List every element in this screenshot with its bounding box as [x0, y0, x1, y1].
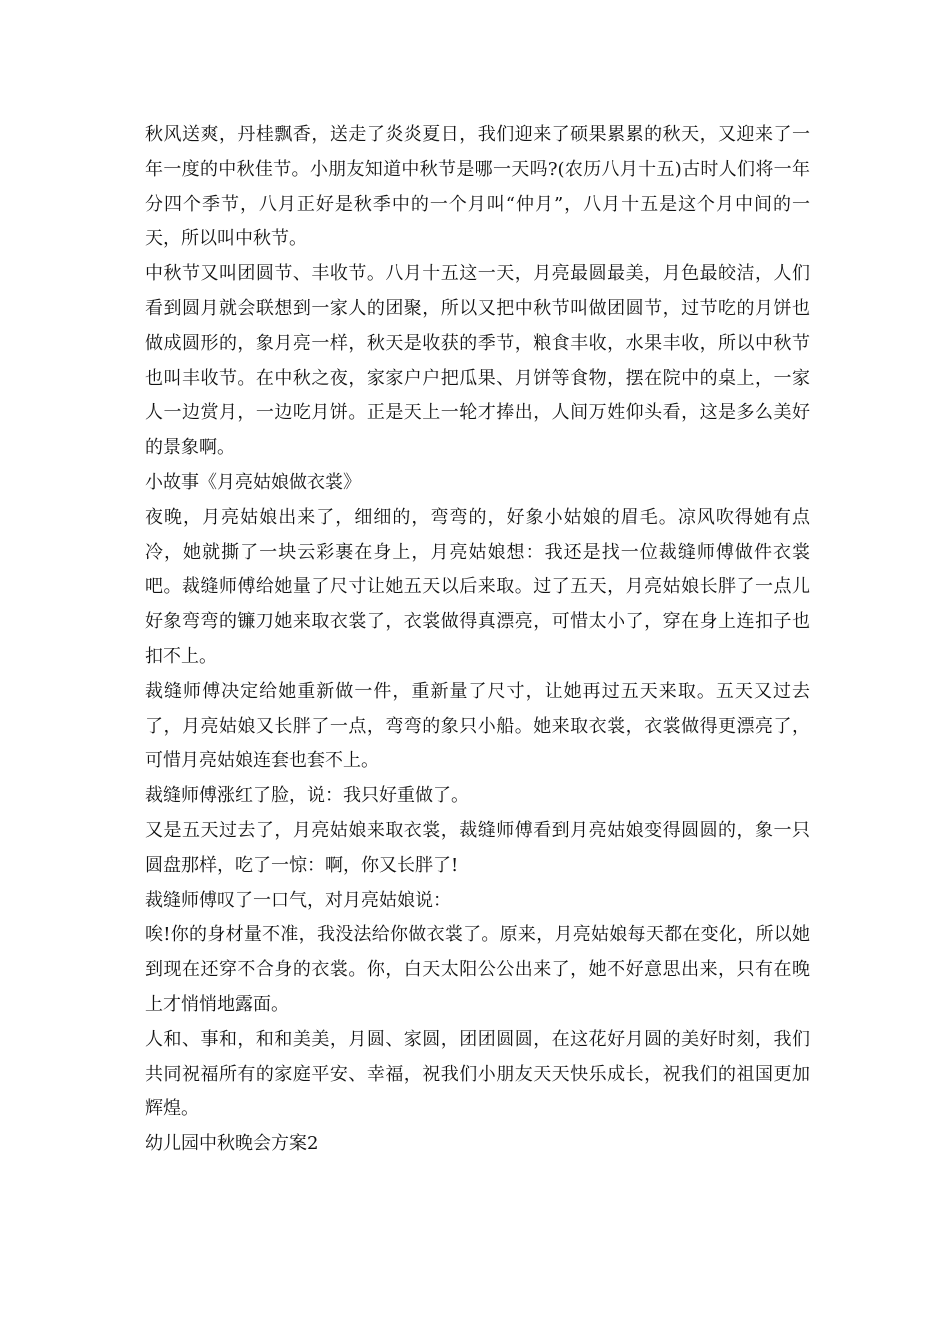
paragraph-blessing: 人和、事和，和和美美，月圆、家圆，团团圆圆，在这花好月圆的美好时刻，我们共同祝福所有的家庭平安、幸福，祝我们小朋友天天快乐成长，祝我们的祖国更加辉煌。 — [145, 1028, 810, 1120]
paragraph-story-6: 唉!你的身材量不准，我没法给你做衣裳了。原来，月亮姑娘每天都在变化，所以她到现在还穿不合身的衣裳。你，白天太阳公公出来了，她不好意思出来，只有在晚上才悄悄地露面。 — [145, 924, 810, 1015]
paragraph-story-5: 裁缝师傅叹了一口气，对月亮姑娘说： — [145, 889, 451, 911]
paragraph-intro: 秋风送爽，丹桂飘香，送走了炎炎夏日，我们迎来了硕果累累的秋天，又迎来了一年一度的中秋佳节。小朋友知道中秋节是哪一天吗?(农历八月十五)古时人们将一年分四个季节，八月正好是秋季中的一个月叫“仲月”，八月十五是这个月中间的一天，所以叫中秋节。 — [145, 124, 810, 250]
section-heading: 幼儿园中秋晚会方案2 — [145, 1133, 319, 1155]
story-title: 小故事《月亮姑娘做衣裳》 — [145, 471, 361, 493]
paragraph-festival-names: 中秋节又叫团圆节、丰收节。八月十五这一天，月亮最圆最美，月色最皎洁，人们看到圆月就会联想到一家人的团聚，所以又把中秋节叫做团圆节，过节吃的月饼也做成圆形的，象月亮一样，秋天是收获的季节，粮食丰收，水果丰收，所以中秋节也叫丰收节。在中秋之夜，家家户户把瓜果、月饼等食物，摆在院中的桌上，一家人一边赏月，一边吃月饼。正是天上一轮才捧出，人间万姓仰头看，这是多么美好的景象啊。 — [145, 263, 810, 459]
paragraph-story-3: 裁缝师傅涨红了脸，说：我只好重做了。 — [145, 785, 469, 807]
paragraph-story-2: 裁缝师傅决定给她重新做一件，重新量了尺寸，让她再过五天来取。五天又过去了，月亮姑娘又长胖了一点，弯弯的象只小船。她来取衣裳，衣裳做得更漂亮了，可惜月亮姑娘连套也套不上。 — [145, 680, 810, 772]
paragraph-story-4: 又是五天过去了，月亮姑娘来取衣裳，裁缝师傅看到月亮姑娘变得圆圆的，象一只圆盘那样，吃了一惊：啊，你又长胖了! — [145, 819, 810, 876]
document-body — [145, 118, 810, 1162]
paragraph-story-1: 夜晚，月亮姑娘出来了，细细的，弯弯的，好象小姑娘的眉毛。凉风吹得她有点冷，她就撕了一块云彩裹在身上，月亮姑娘想：我还是找一位裁缝师傅做件衣裳吧。裁缝师傅给她量了尺寸让她五天以后来取。过了五天，月亮姑娘长胖了一点儿好象弯弯的镰刀她来取衣裳了，衣裳做得真漂亮，可惜太小了，穿在身上连扣子也扣不上。 — [145, 506, 810, 667]
